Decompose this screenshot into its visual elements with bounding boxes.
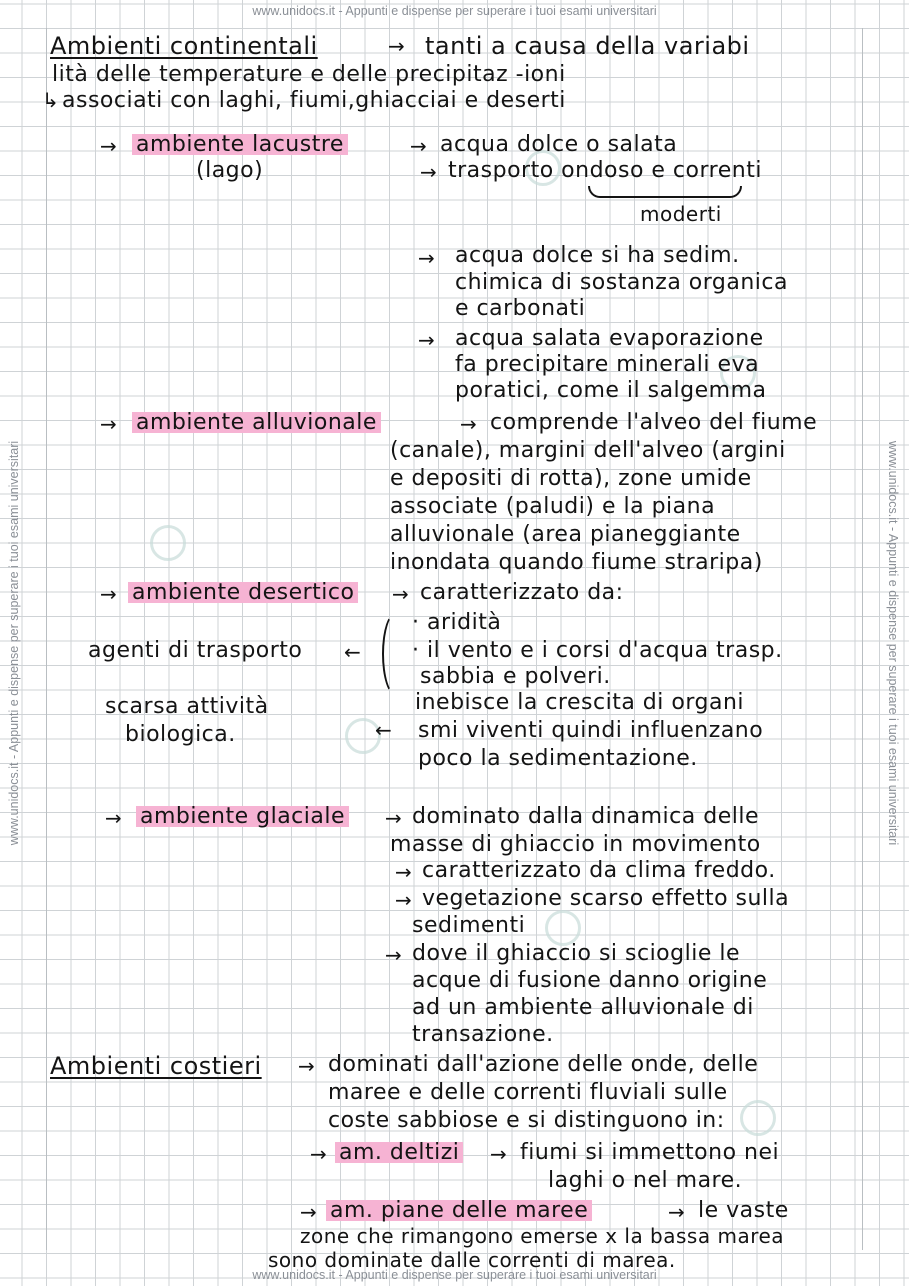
lacustre-line1: acqua dolce o salata — [440, 132, 678, 157]
alluvionale-line4: associate (paludi) e la piana — [390, 494, 716, 519]
costieri-line1: dominati dall'azione delle onde, delle — [328, 1052, 759, 1077]
lacustre-line4: chimica di sostanza organica — [455, 270, 788, 295]
label-ambiente-alluvionale: ambiente alluvionale — [132, 412, 381, 434]
arrow-icon: → — [298, 1054, 315, 1078]
watermark-logo-icon — [740, 1100, 776, 1136]
desertico-line2: inebisce la crescita di organi — [415, 690, 744, 715]
arrow-icon: → — [418, 246, 435, 270]
alluvionale-line1: comprende l'alveo del fiume — [490, 410, 818, 435]
lacustre-line8: poratici, come il salgemma — [455, 378, 767, 403]
arrow-icon: → — [385, 806, 402, 830]
heading-ambienti-costieri: Ambienti costieri — [50, 1052, 262, 1080]
glaciale-line5: sedimenti — [412, 913, 526, 938]
lacustre-line6: acqua salata evaporazione — [455, 326, 764, 351]
desertico-line4: poco la sedimentazione. — [418, 746, 698, 771]
maree-line3: sono dominate dalle correnti di marea. — [268, 1248, 676, 1272]
arrow-icon: → — [385, 943, 402, 967]
heading-ambienti-continentali: Ambienti continentali — [50, 32, 318, 60]
continentali-intro-line2: lità delle temperature e delle precipitaz -ioni — [52, 62, 566, 87]
desertico-side-agenti: agenti di trasporto — [88, 638, 303, 663]
arrow-icon: → — [392, 582, 409, 606]
arrow-icon: ↳ — [42, 88, 59, 112]
watermark-left: www.unidocs.it - Appunti e dispense per superare i tuoi esami universitari — [7, 440, 21, 846]
watermark-top: www.unidocs.it - Appunti e dispense per superare i tuoi esami universitari — [252, 4, 657, 18]
arrow-icon: → — [105, 806, 122, 830]
label-am-piane-delle-maree: am. piane delle maree — [326, 1200, 592, 1222]
alluvionale-line3: e depositi di rotta), zone umide — [390, 466, 752, 491]
glaciale-line8: ad un ambiente alluvionale di — [412, 995, 754, 1020]
costieri-line2: maree e delle correnti fluviali sulle — [328, 1080, 728, 1105]
glaciale-line7: acque di fusione danno origine — [412, 968, 768, 993]
continentali-intro-line3: associati con laghi, fiumi,ghiacciai e deserti — [62, 88, 566, 113]
lacustre-line2: trasporto ondoso e correnti — [448, 158, 762, 183]
arrow-icon: → — [388, 34, 405, 58]
arrow-icon: → — [395, 860, 412, 884]
arrow-icon: → — [100, 412, 117, 436]
arrow-icon: → — [490, 1142, 507, 1166]
label-ambiente-glaciale: ambiente glaciale — [136, 806, 349, 828]
maree-line1: le vaste — [698, 1198, 789, 1223]
label-ambiente-lacustre: ambiente lacustre — [132, 134, 348, 156]
arrow-icon: → — [410, 134, 427, 158]
deltizi-line2: laghi o nel mare. — [548, 1168, 743, 1193]
glaciale-line6: dove il ghiaccio si scioglie le — [412, 941, 741, 966]
watermark-bottom: www.unidocs.it - Appunti e dispense per superare i tuoi esami universitari — [252, 1268, 657, 1282]
arrow-icon: → — [310, 1142, 327, 1166]
arrow-icon: → — [460, 412, 477, 436]
desertico-line3: smi viventi quindi influenzano — [418, 718, 764, 743]
watermark-right: www.unidocs.it - Appunti e dispense per superare i tuoi esami universitari — [886, 440, 900, 846]
desertico-bullet1: · aridità — [412, 610, 502, 635]
lacustre-line3: acqua dolce si ha sedim. — [455, 243, 740, 268]
arrow-icon: → — [100, 582, 117, 606]
glaciale-line2: masse di ghiaccio in movimento — [390, 832, 761, 857]
maree-line2: zone che rimangono emerse x la bassa marea — [300, 1224, 785, 1248]
arrow-icon: → — [420, 160, 437, 184]
glaciale-line3: caratterizzato da clima freddo. — [422, 858, 776, 883]
alluvionale-line2: (canale), margini dell'alveo (argini — [390, 438, 786, 463]
desertico-line1: caratterizzato da: — [420, 580, 624, 605]
bracket-icon — [382, 612, 410, 696]
label-ambiente-desertico: ambiente desertico — [128, 582, 358, 604]
alluvionale-line5: alluvionale (area pianeggiante — [390, 522, 741, 547]
glaciale-line1: dominato dalla dinamica delle — [412, 804, 759, 829]
brace-underline — [588, 186, 742, 198]
arrow-icon: → — [668, 1200, 685, 1224]
desertico-bullet3: sabbia e polveri. — [420, 664, 611, 689]
watermark-logo-icon — [150, 525, 186, 561]
arrow-icon: → — [100, 134, 117, 158]
continentali-intro-line1: tanti a causa della variabi — [425, 32, 750, 60]
lacustre-brace-label: moderti — [640, 202, 722, 226]
deltizi-line1: fiumi si immettono nei — [520, 1140, 780, 1165]
lacustre-sub: (lago) — [196, 158, 264, 183]
alluvionale-line6: inondata quando fiume straripa) — [390, 550, 763, 575]
lacustre-line5: e carbonati — [455, 296, 586, 321]
glaciale-line9: transazione. — [412, 1022, 554, 1047]
desertico-side-biologica: biologica. — [125, 722, 236, 747]
lacustre-line7: fa precipitare minerali eva — [455, 352, 760, 377]
arrow-left-icon: ← — [344, 640, 361, 664]
arrow-icon: → — [300, 1200, 317, 1224]
arrow-icon: → — [395, 888, 412, 912]
arrow-icon: → — [418, 328, 435, 352]
desertico-side-scarsa: scarsa attività — [105, 694, 269, 719]
costieri-line3: coste sabbiose e si distinguono in: — [328, 1108, 725, 1133]
arrow-left-icon: ← — [375, 718, 392, 742]
label-am-deltizi: am. deltizi — [335, 1142, 463, 1164]
desertico-bullet2: · il vento e i corsi d'acqua trasp. — [412, 638, 783, 663]
glaciale-line4: vegetazione scarso effetto sulla — [422, 886, 790, 911]
